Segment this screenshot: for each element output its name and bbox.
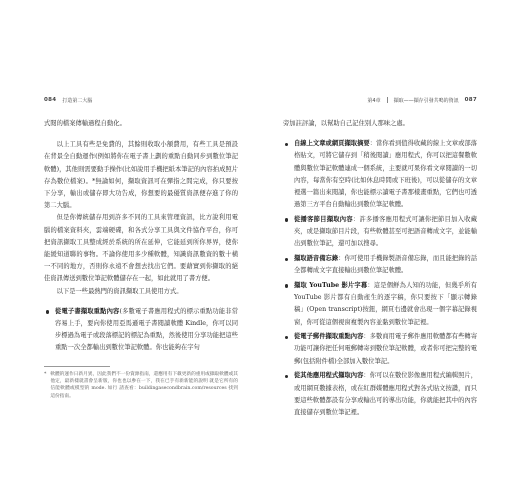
bullet-heading: 從其他應用程式擷取內容 xyxy=(294,372,364,380)
page-number: 087 xyxy=(464,97,477,103)
bullet-heading: 自線上文章或網頁擷取摘要 xyxy=(294,140,370,148)
bullet-text: ：當你看到值得收藏的線上文章或部落格貼文，可將它儲存到「稍後閱讀」應用程式，你可以把這餐數軟體與數位筆記軟體連成一個系統，主要就可果你看文章閱讀的一切內容，每當你有空時(比如休息時間或下班後)，可以從儲存的文章裡選一篇出來閱讀，你也能標示讀電子書那樣畫重點，它們也可透過第三方平台自動輸出到數位筆記軟體。 xyxy=(294,140,478,209)
bullet-heading: 擷取 YouTube 影片字幕 xyxy=(294,281,368,289)
bullet-item xyxy=(283,253,477,277)
left-page xyxy=(44,96,238,418)
continuation-text: 旁加註評論，以幫助自己記住別人那味之處。 xyxy=(283,120,409,127)
bullet-dot-icon xyxy=(285,218,288,221)
bullet-list xyxy=(44,306,238,355)
left-page-header xyxy=(44,96,238,104)
bullet-text: ：多數商用電子郵件應用軟體都有些轉寄功能可讓你把任何電郵轉寄到數位筆記軟體，或者你可把完整的電郵(包括附件檔)全部加入數位筆記。 xyxy=(294,333,478,365)
right-page xyxy=(283,96,477,418)
bullet-text: ：許多播客應用程式可讓你把節目加入收藏夾，或是擷取節目片段，有些軟體甚至可把語音轉成文字，並能輸出到數位筆記，還可加以搜尋。 xyxy=(294,215,478,248)
right-page-header xyxy=(283,96,477,104)
bullet-text: ：這是個鮮為人知的功能，但幾乎所有 YouTube 影片都有自動產生的逐字稿，你只要按下「顯示轉錄稿」(Open transcript)按鈕，網頁右邊就會出現一個字幕記錄視窗，你可從這個視窗複製內容並黏到數位筆記裡。 xyxy=(294,281,477,326)
bullet-dot-icon xyxy=(46,310,49,313)
bullet-item xyxy=(44,306,238,355)
running-title: 打造第二大腦 xyxy=(62,97,93,104)
bullet-dot-icon xyxy=(285,258,288,261)
bullet-dot-icon xyxy=(285,284,288,287)
bullet-dot-icon xyxy=(285,336,288,339)
bullet-item xyxy=(283,280,477,329)
bullet-item xyxy=(283,370,477,419)
bullet-item xyxy=(283,331,477,368)
bullet-item xyxy=(283,138,477,211)
footnote-text: 軟體的運作日新月異，因此我們不一份資源指南，還應用有下載更新的重用或擷取軟體或其他定，最新樣就書會呈新版，你也也以參在一下，我在已手有新新能的說明 就是它所有的信能軟體或模型的 mode. 如行 請查看：buildingasecondbrain.com/resources 找到這份指南。 xyxy=(50,371,238,399)
paragraph: 以下是一些最熱門的資訊擷取工具使用方式。 xyxy=(56,287,183,295)
bullet-item xyxy=(283,214,477,251)
header-divider xyxy=(387,97,388,103)
page-number: 084 xyxy=(44,97,57,103)
footnote-mark: * xyxy=(44,371,47,377)
running-title: 擷取——擷存引發共鳴的資訊 xyxy=(393,97,459,104)
bullet-heading: 從電子郵件擷取重點內容 xyxy=(294,333,364,341)
bullet-list xyxy=(283,138,477,419)
bullet-text: ：你可以在數位影像應用程式編輯照片，或用網頁數據表格，或在紅群媒體應用程式對各式貼文按讚，而只要這些軟體都設有分享或輸出可的導出功能，你就能把其中的內容直接儲存到數位筆記裡。 xyxy=(294,372,478,416)
bullet-dot-icon xyxy=(285,143,288,146)
bullet-heading: 從電子書擷取重點內容 xyxy=(55,307,120,315)
bullet-heading: 擷取語音備忘錄 xyxy=(294,255,339,263)
bullet-dot-icon xyxy=(285,375,288,378)
paragraph: 以上工具有些是免費的，其餘則收取小額費用，有些工具是預設在背景全自動運作(例如將你在電子書上劃的重點自動同步到數位筆記軟體)，其他則需要動手操作(比如說用手機把紙本筆記的內容拍成照片存為數位檔案)。*無論如何，擷取資訊可在彈指之間完成，你只要按下分享，輸出或儲存即大功告成，你想要的最優質資訊便存進了你的第二大腦。 xyxy=(44,141,238,210)
footnote-divider xyxy=(44,366,110,367)
continuation-text: 式閱的檔案傳輸過程自動化。 xyxy=(44,120,126,127)
footnote xyxy=(44,371,238,401)
bullet-text: ：你可使用手機錄製語音備忘錄，而且能把錄的話全都轉成文字直接輸出到數位筆記軟體。 xyxy=(294,255,478,275)
paragraph: 但是你傳統儲存用到許多不同的工具來管理資訊，比方說利用電腦的檔案資料夾，雲端硬碟，和各式分享工具與文件協作平台，你可把資訊擷取工具整成經於系統的所在延伸，它能延到所你界界，使你能緩知道聯的事物。不論你使用多少種軟體，知識資訊數資的數十橫一不同的地方，否則你永遠不會想去找出它們。要藉實到你擷取的絕佳資訊傳送到數位筆記軟體儲存在一起，如此就用了書方便。 xyxy=(44,214,238,283)
chapter-label: 第4章 xyxy=(367,97,381,104)
bullet-heading: 從播客節目擷取內容 xyxy=(294,215,353,223)
bullet-text: (多數電子書應用程式的標示重點功能非常容易上手，要向你使用亞馬遜電子書閱讀軟體 Kindle，你可以同步標過為電子或段落標記的標記為重點，然後使用分享功能把這些重點一次全都輸出到數位筆記軟體。你也能夠在字句 xyxy=(55,307,238,352)
